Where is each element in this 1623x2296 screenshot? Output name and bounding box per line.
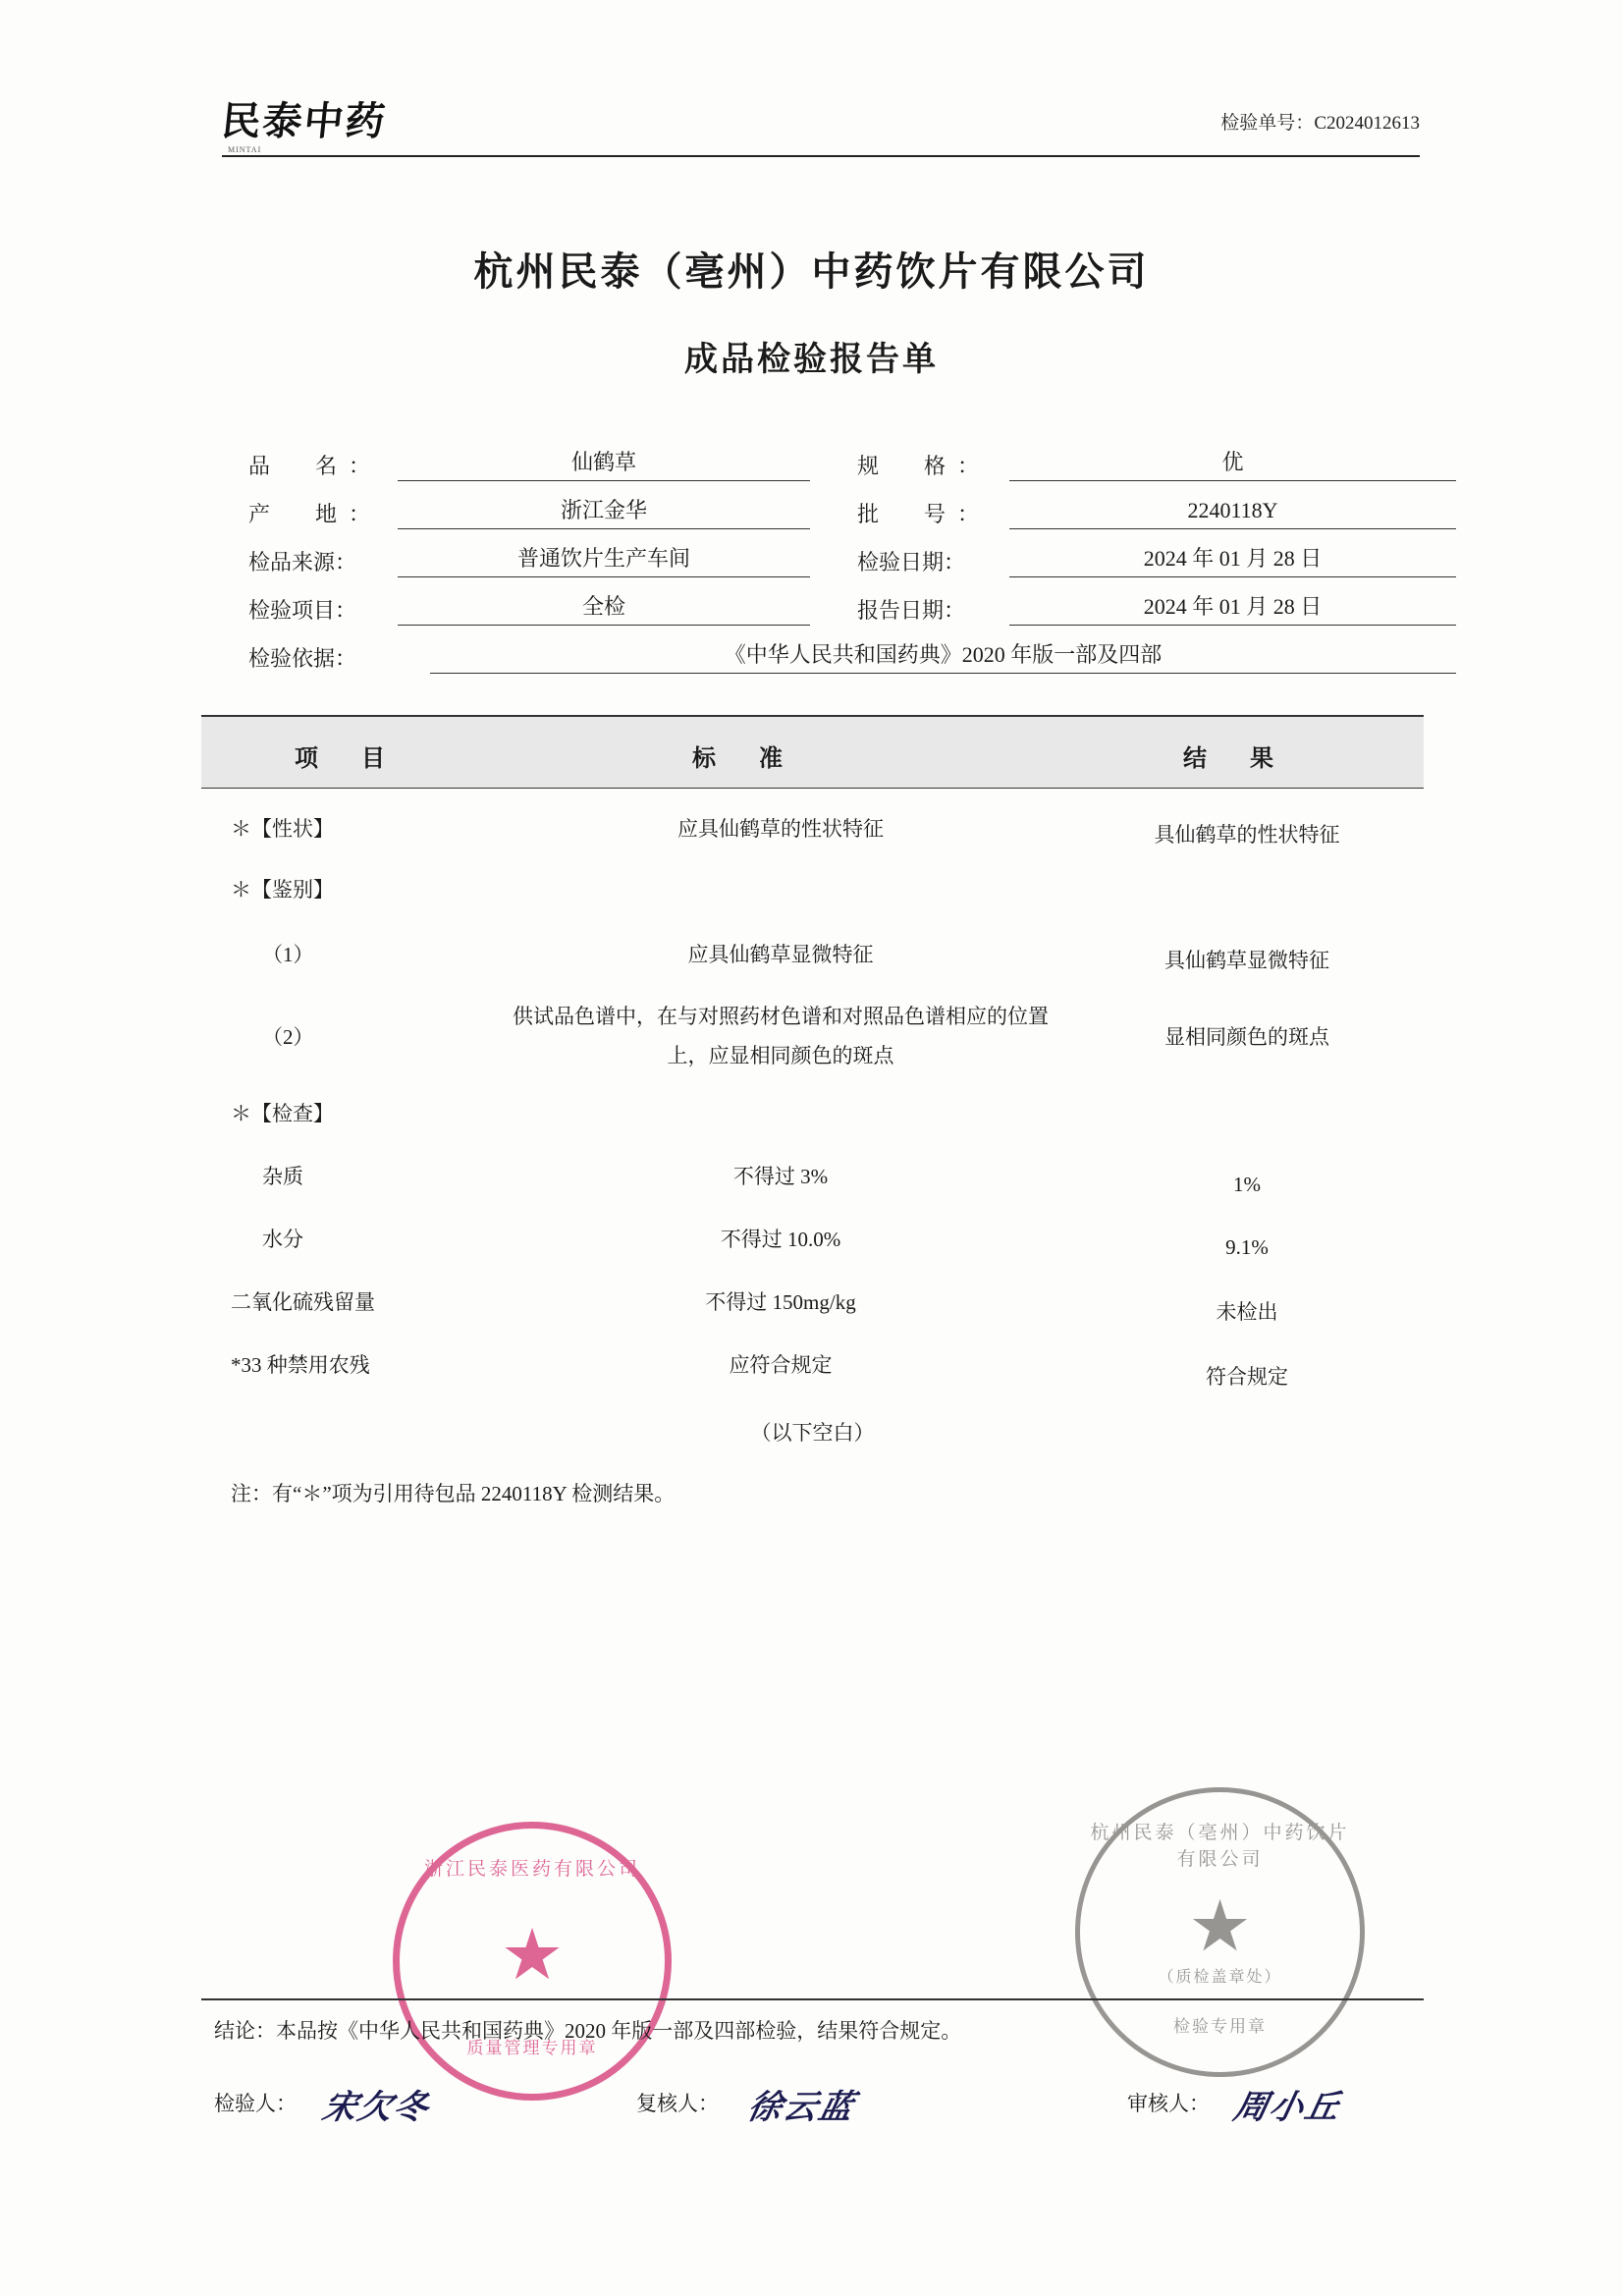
- document-header: [219, 90, 1420, 154]
- column-header-item: 项 目: [295, 746, 395, 772]
- signature-row: [214, 2080, 1424, 2139]
- quality-management-stamp: [393, 1822, 672, 2101]
- row-result: 1%: [1233, 1173, 1261, 1196]
- table-row: [201, 1146, 1424, 1213]
- results-table: [201, 715, 1424, 1537]
- meta-value-basis: 《中华人民共和国药典》2020 年版一部及四部: [430, 640, 1456, 674]
- row-item: 二氧化硫残留量: [231, 1290, 375, 1314]
- meta-row: [248, 586, 1441, 634]
- row-item: 杂质: [262, 1165, 303, 1188]
- header-divider: [222, 155, 1420, 157]
- conclusion-divider: [201, 1998, 1424, 2000]
- conclusion: [214, 2015, 961, 2045]
- row-standard: 不得过 150mg/kg: [705, 1290, 856, 1314]
- table-row: [201, 993, 1424, 1081]
- row-standard: 供试品色谱中，在与对照药材色谱和对照品色谱相应的位置上，应显相同颜色的斑点: [513, 1005, 1049, 1067]
- meta-label-report-date: 报告日期：: [857, 598, 966, 623]
- company-logo-subtext: MINTAI: [228, 145, 262, 154]
- table-blank-note-row: [201, 1407, 1424, 1472]
- row-item: ＊【性状】: [231, 817, 334, 841]
- approver-signature: 周小丘: [1230, 2090, 1345, 2126]
- meta-label-origin: 产 地：: [248, 502, 383, 526]
- meta-row: [248, 538, 1441, 586]
- row-item: 水分: [262, 1228, 303, 1251]
- conclusion-text: 本品按《中华人民共和国药典》2020 年版一部及四部检验，结果符合规定。: [276, 2019, 962, 2043]
- table-row: [201, 861, 1424, 926]
- row-result: 9.1%: [1225, 1235, 1269, 1259]
- meta-row: [248, 442, 1441, 490]
- column-header-result: 结 果: [1183, 746, 1283, 772]
- row-result: 显相同颜色的斑点: [1164, 1025, 1329, 1049]
- meta-value-report-date: 2024 年 01 月 28 日: [1009, 592, 1456, 626]
- meta-value-source: 普通饮片生产车间: [398, 544, 810, 577]
- report-number-value: C2024012613: [1314, 113, 1420, 134]
- row-result: 具仙鹤草的性状特征: [1154, 823, 1340, 847]
- meta-label-basis: 检验依据：: [248, 646, 357, 671]
- meta-row: [248, 634, 1441, 683]
- row-item: *33 种禁用农残: [231, 1353, 370, 1377]
- reviewer-signature: 徐云蓝: [744, 2090, 859, 2126]
- inspection-stamp: [1075, 1787, 1365, 2077]
- star-icon: ★: [1188, 1886, 1252, 1966]
- row-item: （2）: [262, 1025, 314, 1049]
- document-title: 成品检验报告单: [684, 342, 939, 378]
- table-row: [201, 1213, 1424, 1278]
- table-row: [201, 926, 1424, 993]
- meta-label-spec: 规 格：: [857, 454, 992, 478]
- row-standard: 应具仙鹤草显微特征: [687, 943, 874, 966]
- report-number: [1220, 108, 1420, 135]
- meta-fields: [248, 442, 1441, 683]
- row-standard: 不得过 10.0%: [720, 1228, 841, 1251]
- meta-label-batch: 批 号：: [857, 502, 992, 526]
- table-row: [201, 789, 1424, 861]
- meta-label-source: 检品来源：: [248, 550, 357, 574]
- meta-row: [248, 490, 1441, 538]
- meta-label-test-items: 检验项目：: [248, 598, 357, 623]
- stamp-bottom-text: 质量管理专用章: [466, 2039, 598, 2057]
- blank-note: （以下空白）: [750, 1421, 875, 1445]
- star-icon: ★: [500, 1916, 565, 1995]
- reviewer-label: 复核人：: [636, 2092, 719, 2115]
- stamp-bottom-text: 检验专用章: [1173, 2017, 1267, 2036]
- meta-value-test-items: 全检: [398, 592, 810, 626]
- stamp-arc-text: 杭州民泰（亳州）中药饮片有限公司: [1090, 1823, 1350, 1870]
- meta-label-product-name: 品 名：: [248, 454, 383, 478]
- table-row: [201, 1278, 1424, 1342]
- row-item: ＊【检查】: [231, 1102, 334, 1125]
- inspector-label: 检验人：: [214, 2092, 297, 2115]
- stamp-arc-text: 浙江民泰医药有限公司: [423, 1859, 640, 1880]
- conclusion-label: 结论：: [214, 2019, 276, 2043]
- row-result: 符合规定: [1206, 1365, 1288, 1389]
- company-title: 杭州民泰（亳州）中药饮片有限公司: [473, 249, 1150, 294]
- table-footnote-row: [201, 1472, 1424, 1537]
- meta-value-origin: 浙江金华: [398, 496, 810, 529]
- row-result: 未检出: [1216, 1300, 1278, 1324]
- row-result: 具仙鹤草显微特征: [1164, 949, 1329, 972]
- column-header-standard: 标 准: [692, 746, 792, 772]
- meta-value-test-date: 2024 年 01 月 28 日: [1009, 544, 1456, 577]
- row-standard: 不得过 3%: [732, 1165, 829, 1188]
- meta-label-test-date: 检验日期：: [857, 550, 966, 574]
- table-header-row: [201, 715, 1424, 789]
- row-standard: 应具仙鹤草的性状特征: [677, 817, 884, 841]
- meta-value-product-name: 仙鹤草: [398, 448, 810, 481]
- inspector-signature: 宋欠冬: [319, 2090, 434, 2126]
- table-row: [201, 1342, 1424, 1407]
- row-item: ＊【鉴别】: [231, 878, 334, 902]
- table-footnote: 注：有“＊”项为引用待包品 2240118Y 检测结果。: [231, 1482, 676, 1505]
- approver-label: 审核人：: [1127, 2092, 1210, 2115]
- meta-value-batch: 2240118Y: [1009, 496, 1456, 529]
- report-number-label: 检验单号：: [1220, 113, 1315, 134]
- stamp-center-text: （质检盖章处）: [1158, 1969, 1282, 1986]
- table-row: [201, 1081, 1424, 1146]
- row-item: （1）: [262, 943, 314, 966]
- company-logo: 民泰中药: [219, 99, 390, 143]
- row-standard: 应符合规定: [729, 1353, 833, 1377]
- meta-value-spec: 优: [1009, 448, 1456, 481]
